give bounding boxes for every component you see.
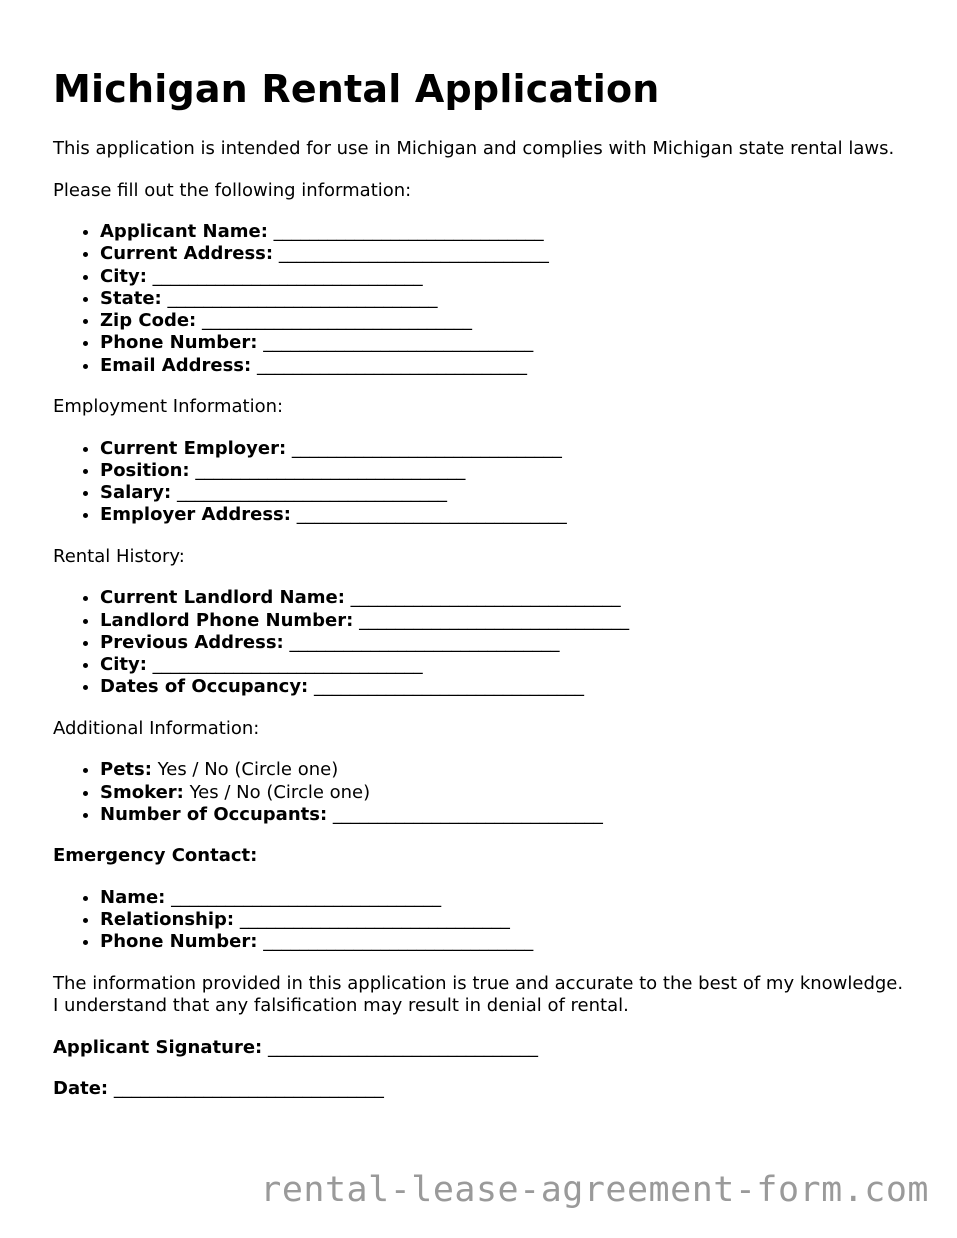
- field-label: Phone Number:: [100, 931, 258, 953]
- field-applicant-name: [100, 221, 913, 243]
- field-state: [100, 288, 913, 310]
- blank-line[interactable]: ______________________________: [152, 654, 423, 676]
- rental-history-heading: Rental History:: [53, 545, 185, 567]
- instructions-text: Please fill out the following information:: [53, 179, 412, 201]
- field-current-address: [100, 243, 913, 265]
- field-label: Previous Address:: [100, 631, 284, 653]
- field-emergency-name: [100, 887, 913, 909]
- field-label: Current Landlord Name:: [100, 587, 345, 609]
- field-label: Pets:: [100, 759, 152, 781]
- applicant-fields: [53, 221, 913, 377]
- field-landlord-name: [100, 587, 913, 609]
- field-landlord-phone: [100, 610, 913, 632]
- field-emergency-relationship: [100, 909, 913, 931]
- blank-line[interactable]: ______________________________: [289, 631, 560, 653]
- emergency-fields: [53, 887, 913, 954]
- date-label: Date:: [53, 1078, 109, 1100]
- blank-line[interactable]: ______________________________: [313, 676, 584, 698]
- field-current-employer: [100, 438, 913, 460]
- field-label: Salary:: [100, 482, 172, 504]
- blank-line[interactable]: ______________________________: [167, 287, 438, 309]
- field-smoker: [100, 782, 913, 804]
- blank-line[interactable]: ______________________________: [291, 437, 562, 459]
- blank-line[interactable]: ______________________________: [195, 459, 466, 481]
- employment-heading: Employment Information:: [53, 396, 284, 418]
- signature-line[interactable]: ______________________________: [267, 1036, 538, 1058]
- field-position: [100, 460, 913, 482]
- employment-fields: [53, 438, 913, 527]
- signature-field: [53, 1037, 913, 1060]
- date-line[interactable]: ______________________________: [113, 1078, 384, 1100]
- field-dates-of-occupancy: [100, 676, 913, 698]
- field-pets: [100, 759, 913, 781]
- blank-line[interactable]: ______________________________: [152, 265, 423, 287]
- blank-line[interactable]: ______________________________: [201, 310, 472, 332]
- field-label: Current Address:: [100, 243, 274, 265]
- field-label: Position:: [100, 459, 190, 481]
- yes-no-choice[interactable]: Yes / No (Circle one): [151, 759, 339, 781]
- page-title: Michigan Rental Application: [53, 67, 660, 111]
- signature-label: Applicant Signature:: [53, 1036, 263, 1058]
- field-label: State:: [100, 287, 162, 309]
- certification-text: The information provided in this application is true and accurate to the best of my knowledge. I understand that any falsification may result in denial of rental.: [53, 972, 904, 1017]
- rental-history-fields: [53, 587, 913, 698]
- field-label: Email Address:: [100, 354, 252, 376]
- field-label: Employer Address:: [100, 504, 291, 526]
- field-emergency-phone: [100, 931, 913, 953]
- field-email-address: [100, 355, 913, 377]
- field-employer-address: [100, 504, 913, 526]
- field-salary: [100, 482, 913, 504]
- yes-no-choice[interactable]: Yes / No (Circle one): [183, 781, 371, 803]
- field-zip-code: [100, 310, 913, 332]
- blank-line[interactable]: ______________________________: [176, 482, 447, 504]
- field-previous-address: [100, 632, 913, 654]
- blank-line[interactable]: ______________________________: [350, 587, 621, 609]
- additional-heading: Additional Information:: [53, 717, 260, 739]
- blank-line[interactable]: ______________________________: [263, 332, 534, 354]
- field-label: Zip Code:: [100, 310, 197, 332]
- field-previous-city: [100, 654, 913, 676]
- blank-line[interactable]: ______________________________: [171, 886, 442, 908]
- field-label: City:: [100, 265, 147, 287]
- blank-line[interactable]: ______________________________: [256, 354, 527, 376]
- blank-line[interactable]: ______________________________: [273, 221, 544, 242]
- field-label: Current Employer:: [100, 437, 287, 459]
- field-label: Relationship:: [100, 908, 235, 930]
- blank-line[interactable]: ______________________________: [278, 243, 549, 265]
- date-field: [53, 1078, 913, 1101]
- field-label: Phone Number:: [100, 332, 258, 354]
- document-page: [53, 66, 913, 1101]
- blank-line[interactable]: ______________________________: [239, 908, 510, 930]
- emergency-heading: Emergency Contact:: [53, 845, 258, 867]
- watermark: rental-lease-agreement-form.com: [260, 1170, 929, 1210]
- field-label: Smoker:: [100, 781, 184, 803]
- field-label: Applicant Name:: [100, 221, 268, 242]
- field-label: Landlord Phone Number:: [100, 609, 354, 631]
- field-phone-number: [100, 332, 913, 354]
- field-label: Name:: [100, 886, 166, 908]
- blank-line[interactable]: ______________________________: [332, 803, 603, 825]
- field-label: Dates of Occupancy:: [100, 676, 309, 698]
- field-number-of-occupants: [100, 804, 913, 826]
- blank-line[interactable]: ______________________________: [296, 504, 567, 526]
- field-city: [100, 266, 913, 288]
- additional-fields: [53, 759, 913, 826]
- field-label: Number of Occupants:: [100, 803, 328, 825]
- field-label: City:: [100, 654, 147, 676]
- intro-text: This application is intended for use in Michigan and complies with Michigan state rental laws.: [53, 138, 895, 159]
- blank-line[interactable]: ______________________________: [359, 609, 630, 631]
- blank-line[interactable]: ______________________________: [263, 931, 534, 953]
